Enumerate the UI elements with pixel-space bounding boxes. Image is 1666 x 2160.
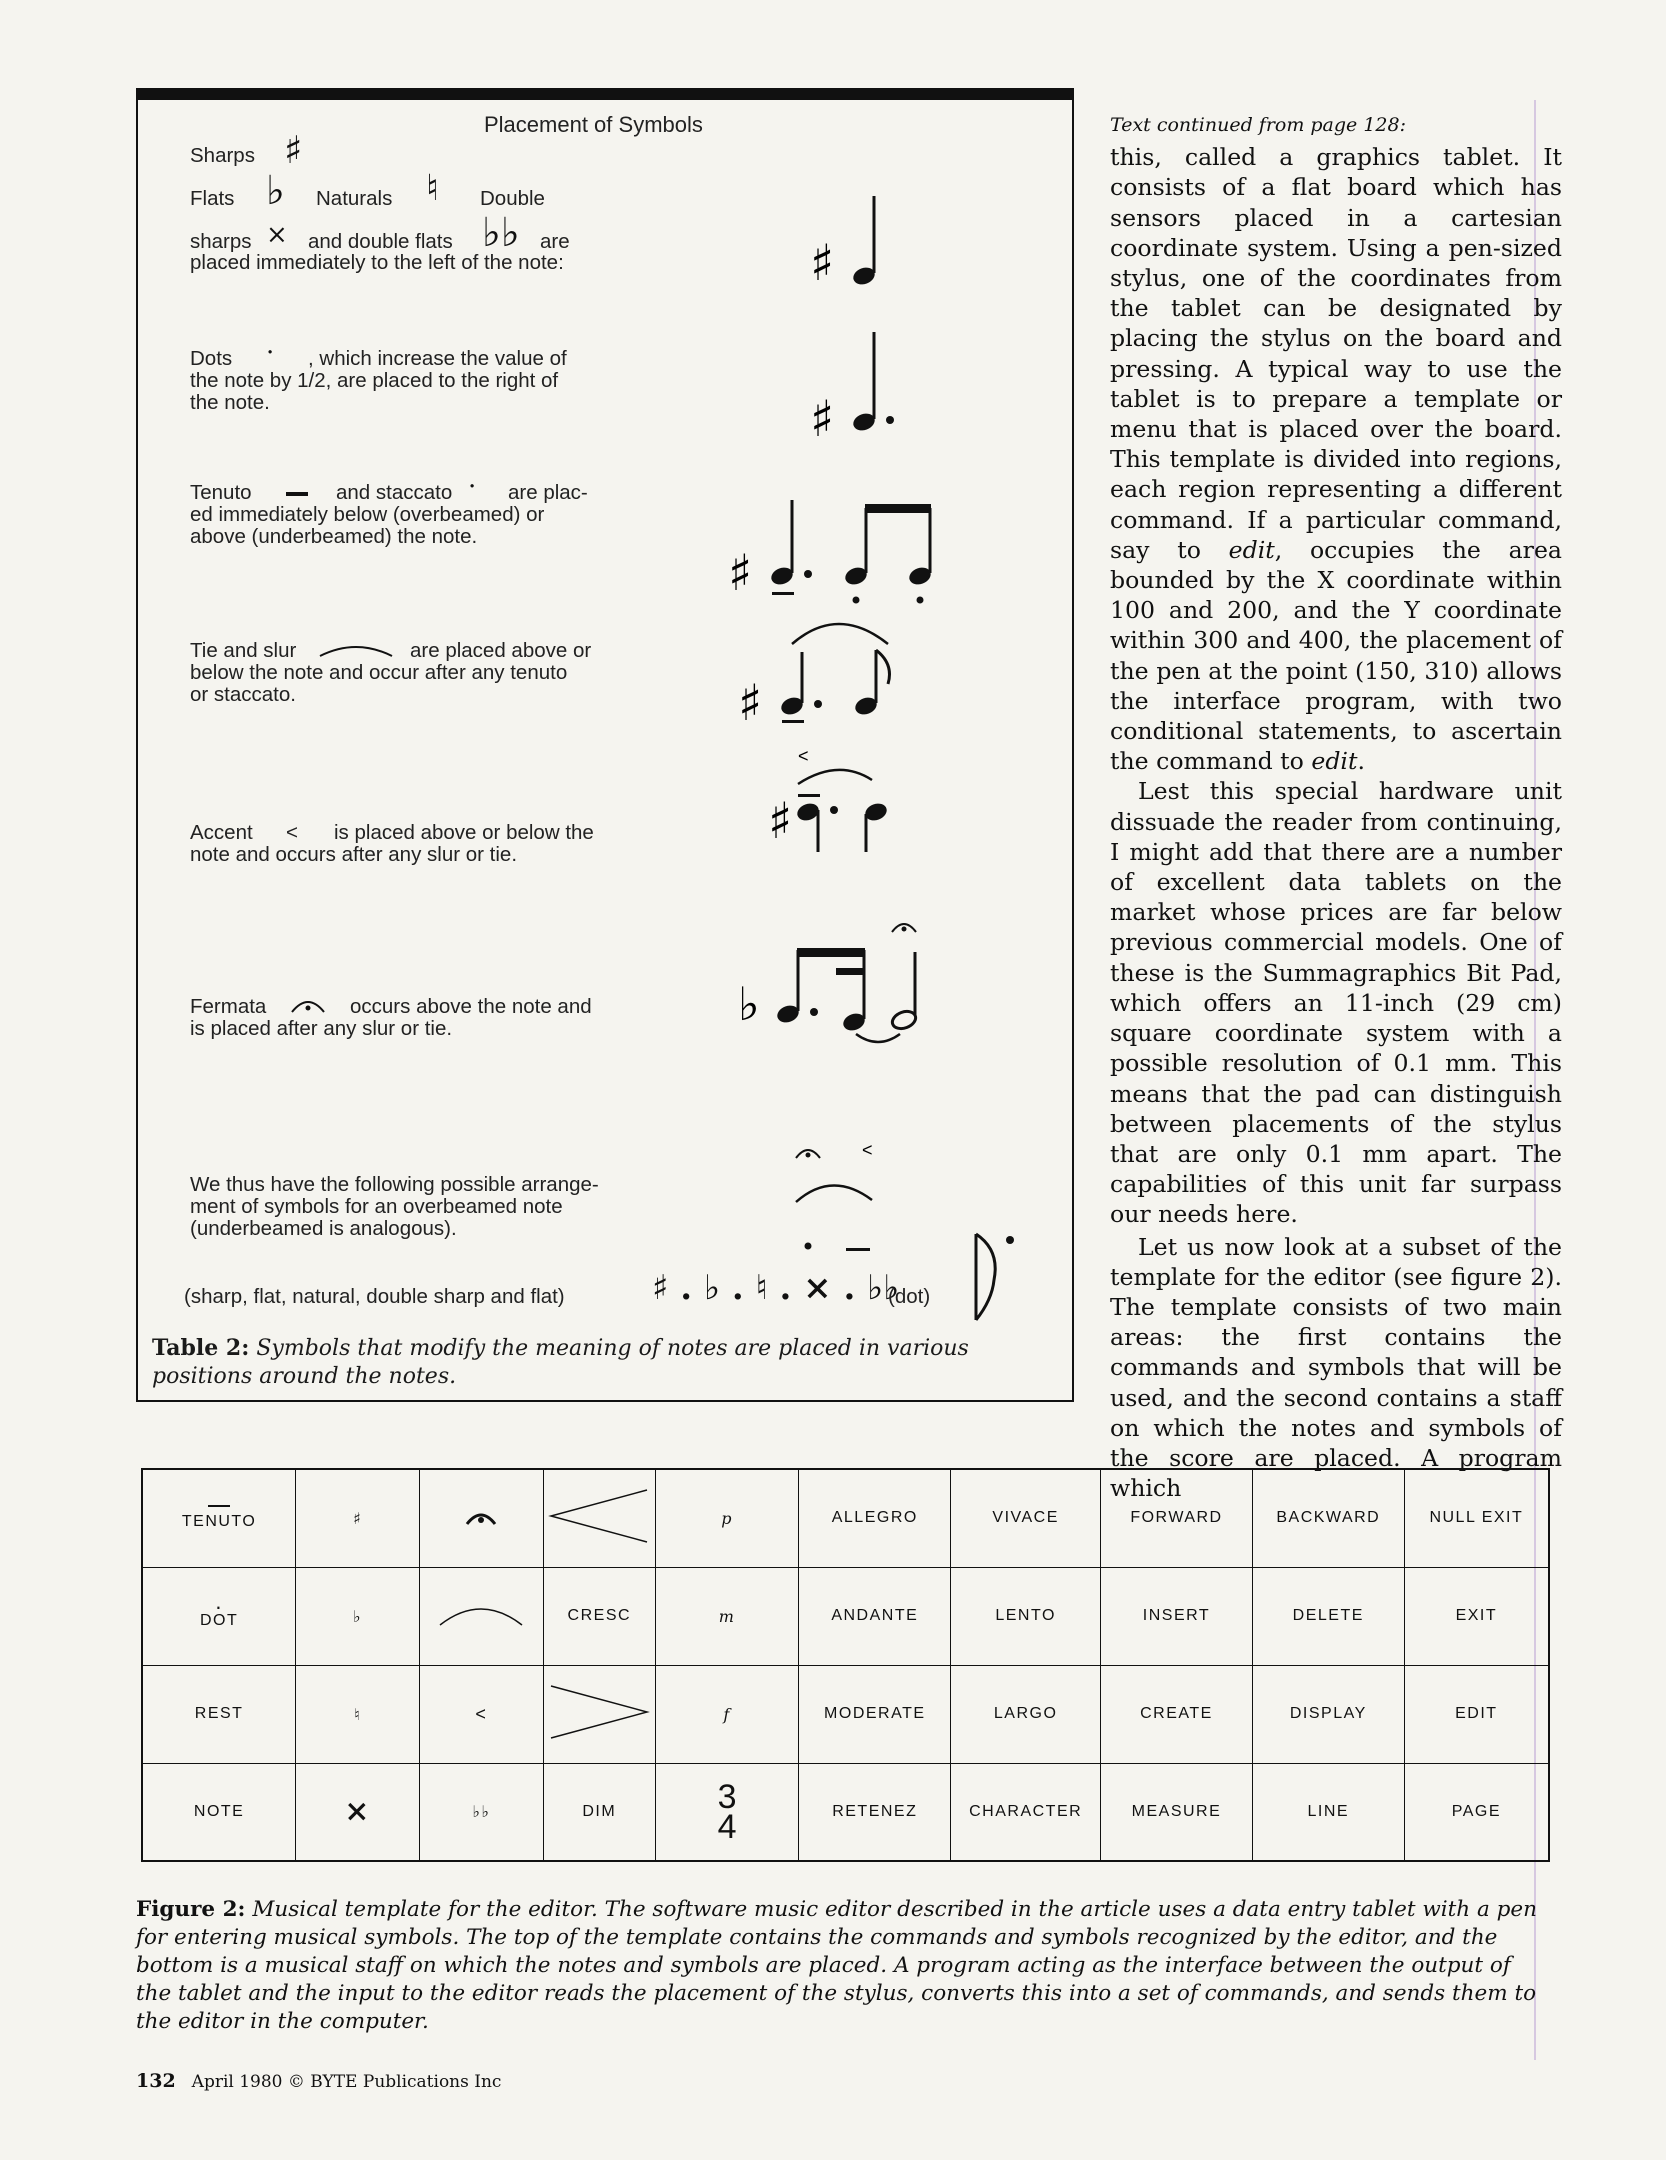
crescendo-icon — [547, 1486, 651, 1546]
dotted-flag-example — [964, 1220, 1034, 1330]
cell-time-signature[interactable] — [655, 1763, 799, 1861]
cell-dot[interactable]: · DOT — [142, 1567, 296, 1665]
naturals-label: Naturals — [316, 187, 393, 210]
placed-left-text: placed immediately to the left of the note: — [190, 251, 564, 274]
double-sharp-symbol: × — [266, 220, 288, 250]
cell-delete[interactable]: DELETE — [1252, 1567, 1404, 1665]
table2-caption-text: Symbols that modify the meaning of notes are placed in various positions around the notes. — [152, 1336, 969, 1389]
cell-null-exit[interactable]: NULL EXIT — [1404, 1469, 1549, 1567]
arrangement-example — [788, 1120, 928, 1280]
cell-double-sharp[interactable] — [296, 1763, 420, 1861]
natural-icon: ♮ — [353, 1704, 362, 1724]
cell-accent[interactable]: < — [419, 1665, 543, 1763]
svg-text:♯: ♯ — [768, 791, 793, 850]
double-flat-symbol: ♭♭ — [482, 210, 520, 256]
template-grid — [141, 1468, 1550, 1862]
tenuto-text-4: above (underbeamed) the note. — [190, 525, 478, 548]
tenuto-text-2: are plac- — [508, 481, 588, 504]
slur-symbol — [318, 642, 394, 660]
cell-measure[interactable]: MEASURE — [1101, 1763, 1253, 1861]
article-period: . — [1357, 747, 1365, 776]
dots-text-1: , which increase the value of — [308, 347, 567, 370]
table2-title: Placement of Symbols — [484, 112, 703, 137]
tie-example — [738, 580, 908, 740]
are-text: are — [540, 230, 570, 253]
cell-double-flat[interactable] — [419, 1763, 543, 1861]
accidentals-symbols: ♯ . ♭ . ♮ . × . ♭♭ — [652, 1268, 900, 1308]
edit-word-1: edit — [1228, 535, 1275, 564]
arrange-text-1: We thus have the following possible arrange- — [190, 1173, 599, 1196]
cell-natural[interactable] — [296, 1665, 420, 1763]
fermata-icon — [461, 1504, 501, 1528]
cell-lento[interactable]: LENTO — [951, 1567, 1101, 1665]
article-paragraph-3: Let us now look at a subset of the template for the editor (see figure 2). The template consists of two main areas: the first contains the commands and symbols that will be used, and the second contains a staff on which the notes and symbols of the score are placed. A program which — [1110, 1232, 1562, 1503]
cell-note[interactable]: NOTE — [142, 1763, 296, 1861]
cell-piano[interactable]: p — [655, 1469, 799, 1567]
cell-andante[interactable]: ANDANTE — [799, 1567, 951, 1665]
cell-edit[interactable]: EDIT — [1404, 1665, 1549, 1763]
cell-largo[interactable]: LARGO — [951, 1665, 1101, 1763]
table2-box — [136, 88, 1074, 1402]
tie-text-2: below the note and occur after any tenuto — [190, 661, 568, 684]
table2-caption-label: Table 2: — [152, 1335, 250, 1361]
svg-text:♯: ♯ — [810, 389, 835, 446]
double-flats-text: and double flats — [308, 230, 453, 253]
cell-retenez[interactable]: RETENEZ — [799, 1763, 951, 1861]
cell-cresc[interactable]: CRESC — [543, 1567, 655, 1665]
cell-allegro[interactable]: ALLEGRO — [799, 1469, 951, 1567]
accent-symbol: < — [286, 821, 298, 844]
double-sharp-icon: × — [344, 1794, 371, 1830]
flat-icon: ♭ — [353, 1606, 363, 1626]
cell-forte[interactable]: f — [655, 1665, 799, 1763]
article-column — [1110, 110, 1562, 1503]
double-flat-icon: ♭♭ — [472, 1802, 491, 1822]
flats-label: Flats — [190, 187, 235, 210]
arrange-text-3: (underbeamed is analogous). — [190, 1217, 457, 1240]
svg-text:♭: ♭ — [738, 977, 760, 1031]
cell-slur[interactable] — [419, 1567, 543, 1665]
dots-text-2: the note by 1/2, are placed to the right of — [190, 369, 559, 392]
cell-moderate[interactable]: MODERATE — [799, 1665, 951, 1763]
flat-symbol: ♭ — [266, 168, 285, 214]
cell-backward[interactable]: BACKWARD — [1252, 1469, 1404, 1567]
sharps-label: Sharps — [190, 144, 255, 167]
time-signature-bottom: 4 — [717, 1807, 737, 1846]
cell-mezzo[interactable]: m — [655, 1567, 799, 1665]
cell-page[interactable]: PAGE — [1404, 1763, 1549, 1861]
cell-display[interactable]: DISPLAY — [1252, 1665, 1404, 1763]
cell-decrescendo-hairpin[interactable] — [543, 1665, 655, 1763]
fermata-example — [738, 910, 938, 1050]
tenuto-text-1: and staccato — [336, 481, 453, 504]
cell-insert[interactable]: INSERT — [1101, 1567, 1253, 1665]
fermata-symbol — [290, 994, 326, 1014]
sharps-line: sharps — [190, 230, 252, 253]
tenuto-label: Tenuto — [190, 481, 252, 504]
cell-fermata[interactable] — [419, 1469, 543, 1567]
dot-symbol: · — [266, 338, 275, 368]
double-label: Double — [480, 187, 545, 210]
cell-character[interactable]: CHARACTER — [951, 1763, 1101, 1861]
sharp-symbol: ♯ — [284, 128, 303, 172]
fermata-text-2: is placed after any slur or tie. — [190, 1017, 453, 1040]
cell-dim[interactable]: DIM — [543, 1763, 655, 1861]
svg-text:♯: ♯ — [810, 233, 835, 292]
cell-create[interactable]: CREATE — [1101, 1665, 1253, 1763]
svg-text:<: < — [798, 746, 809, 766]
accidentals-label: (sharp, flat, natural, double sharp and flat) — [184, 1285, 565, 1308]
fermata-label: Fermata — [190, 995, 267, 1018]
svg-text:<: < — [862, 1140, 873, 1160]
natural-symbol: ♮ — [426, 168, 439, 209]
page-number: 132 — [136, 2070, 176, 2092]
table2-caption — [152, 1334, 1064, 1391]
dot-label: (dot) — [888, 1285, 931, 1308]
figure2-caption — [136, 1896, 1550, 2036]
svg-text:♯: ♯ — [728, 543, 753, 602]
time-signature-top: 3 — [717, 1777, 737, 1816]
dots-label: Dots — [190, 347, 233, 370]
accent-example — [768, 740, 908, 860]
arrange-text-2: ment of symbols for an overbeamed note — [190, 1195, 563, 1218]
cell-exit[interactable]: EXIT — [1404, 1567, 1549, 1665]
cell-line[interactable]: LINE — [1252, 1763, 1404, 1861]
dotted-note-example — [808, 326, 908, 446]
tenuto-symbol — [286, 492, 308, 496]
fermata-text-1: occurs above the note and — [350, 995, 592, 1018]
accent-text-1: is placed above or below the — [334, 821, 594, 844]
cell-crescendo-hairpin[interactable] — [543, 1469, 655, 1567]
tenuto-text-3: ed immediately below (overbeamed) or — [190, 503, 545, 526]
article-paragraph-2: Lest this special hardware unit dissuade the reader from continuing, I might add that there are a number of excellent data tablets on the market whose prices are far below previous commercial models. One of these is the Summagraphics Bit Pad, which offers an 11-inch (29 cm) square coordinate system with a possible resolution of 0.1 mm. This means that the pad can distinguish between placements of the stylus that are only 0.1 mm apart. The capabilities of this unit far surpass our needs here. — [1110, 777, 1562, 1229]
cell-flat[interactable] — [296, 1567, 420, 1665]
dots-text-3: the note. — [190, 391, 270, 414]
sharp-note-example — [808, 180, 898, 300]
continued-note: Text continued from page 128: — [1110, 114, 1406, 136]
cell-rest[interactable]: REST — [142, 1665, 296, 1763]
cell-forward[interactable]: FORWARD — [1101, 1469, 1253, 1567]
article-para1-a: this, called a graphics tablet. It consists of a flat board which has sensors placed in a cartesian coordinate system. Using a pen-sized stylus, one of the coordinates from the tablet can be designated by placing the stylus on the board and pressing. A typical way to use the tablet is to prepare a template or menu that is placed over the board. This template is divided into regions, each region representing a different command. If a particular command, say to — [1110, 143, 1562, 564]
cell-sharp[interactable] — [296, 1469, 420, 1567]
article-para1-b: , occupies the area bounded by the X coordinate within 100 and 200, and the Y coordinate within 300 and 400, the placement of the pen at the point (150, 310) allows the interface program, with two conditional statements, to ascertain the command to — [1110, 535, 1562, 776]
sharp-icon: ♯ — [352, 1508, 363, 1528]
tie-text-1: are placed above or — [410, 639, 592, 662]
tie-text-3: or staccato. — [190, 683, 296, 706]
figure2-caption-label: Figure 2: — [136, 1897, 246, 1922]
tie-label: Tie and slur — [190, 639, 297, 662]
edit-word-2: edit — [1311, 747, 1358, 776]
accent-label: Accent — [190, 821, 253, 844]
table2-top-bar — [138, 90, 1072, 100]
figure2-caption-text: Musical template for the editor. The software music editor described in the article uses a data entry tablet with a pen for entering musical symbols. The top of the template contains the commands and symbols recognized by the editor, and the bottom is a musical staff on which the notes and symbols are placed. A program acting as the interface between the output of the tablet and the input to the editor reads the placement of the stylus, converts this into a set of commands, and sends them to the editor in the computer. — [136, 1897, 1537, 2034]
footer-text: April 1980 © BYTE Publications Inc — [191, 2072, 502, 2092]
cell-tenuto[interactable]: TENUTO — [142, 1469, 296, 1567]
article-paragraph-1 — [1110, 142, 1562, 776]
decrescendo-icon — [547, 1682, 651, 1742]
accent-text-2: note and occurs after any slur or tie. — [190, 843, 518, 866]
staccato-symbol: · — [468, 472, 477, 502]
cell-vivace[interactable]: VIVACE — [951, 1469, 1101, 1567]
svg-text:♯: ♯ — [738, 673, 763, 732]
page-footer — [136, 2070, 501, 2092]
slur-icon — [436, 1599, 526, 1629]
